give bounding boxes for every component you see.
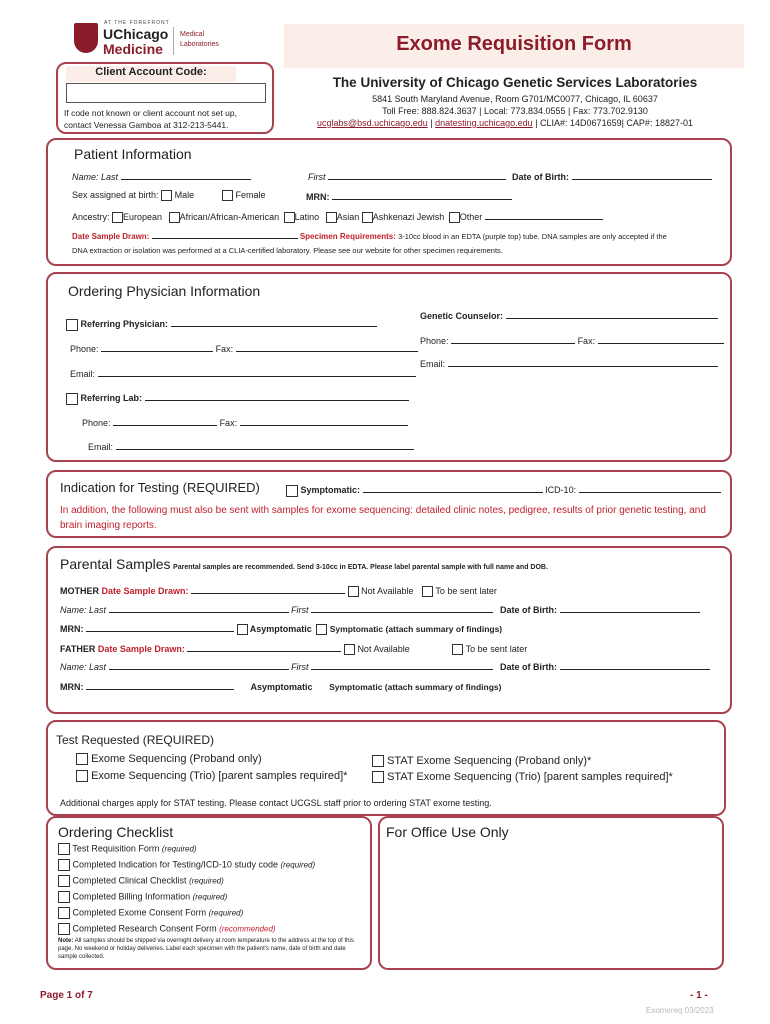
symptomatic-label: Symptomatic: [300,485,361,495]
father-dob-field[interactable] [560,660,710,670]
father-first-label: First [291,662,309,672]
client-note-2: contact Venessa Gamboa at 312-213-5441. [64,120,229,130]
exome-proband-checkbox[interactable] [76,753,88,765]
mother-asymptomatic-label: Asymptomatic [249,624,312,634]
ancestry-asian-label: Asian [336,212,360,222]
referring-lab-field[interactable] [145,391,409,401]
father-send-later-checkbox[interactable] [452,644,463,655]
mother-send-later-label: To be sent later [435,586,497,596]
checklist-item-label: Completed Clinical Checklist [72,875,187,886]
checklist-item-tag: (required) [280,860,316,870]
lab-phone-label: Phone: [82,418,111,428]
counselor-field[interactable] [506,309,718,319]
patient-mrn-label: MRN: [306,192,330,202]
mother-send-later-checkbox[interactable] [422,586,433,597]
physician-fax-field[interactable] [236,342,418,352]
tests-note: Additional charges apply for STAT testing. Please contact UCGSL staff prior to ordering STAT exome testing. [60,798,492,808]
stat-trio-checkbox[interactable] [372,771,384,783]
mother-not-available-checkbox[interactable] [348,586,359,597]
indication-note: In addition, the following must also be sent with samples for exome sequencing: detailed clinic notes, pedigree, results of prior genetic testing, and brain imaging reports. [60,505,706,531]
mother-label: MOTHER [60,586,99,596]
lab-phone-field[interactable] [113,416,217,426]
symptomatic-field[interactable] [363,483,543,493]
ancestry-other-label: Other [459,212,483,222]
mother-first-label: First [291,605,309,615]
stat-proband-label: STAT Exome Sequencing (Proband only)* [387,755,592,767]
ancestry-european-label: European [123,212,163,222]
sex-male-checkbox[interactable] [161,190,172,201]
ancestry-ashkenazi-label: Ashkenazi Jewish [372,212,445,222]
mother-asymptomatic-checkbox[interactable] [237,624,248,635]
indication-title: Indication for Testing (REQUIRED) [60,480,260,495]
ancestry-european-checkbox[interactable] [112,212,123,223]
lab-clia: | CLIA#: 14D0671659| CAP#: 18827-01 [535,118,693,128]
checklist-title: Ordering Checklist [58,824,174,840]
page-number: - 1 - [690,990,708,1001]
office-title: For Office Use Only [386,824,509,840]
checklist-clinical-checkbox[interactable] [58,875,70,887]
client-note-1: If code not known or client account not set up, [64,108,237,118]
symptomatic-checkbox[interactable] [286,485,298,497]
patient-first-label: First [308,172,326,182]
referring-lab-checkbox[interactable] [66,393,78,405]
counselor-phone-label: Phone: [420,336,449,346]
counselor-email-field[interactable] [448,357,718,367]
client-account-input[interactable] [66,83,266,103]
lab-website-link[interactable]: dnatesting.uchicago.edu [435,118,533,128]
father-not-available-label: Not Available [357,644,410,654]
checklist-item-label: Completed Research Consent Form [72,923,217,934]
referring-lab-label: Referring Lab: [80,393,143,403]
lab-fax-field[interactable] [240,416,408,426]
father-date-drawn-label: Date Sample Drawn: [97,644,185,654]
physician-phone-label: Phone: [70,344,99,354]
checklist-indication-checkbox[interactable] [58,859,70,871]
counselor-fax-label: Fax: [577,336,596,346]
checklist-consent-checkbox[interactable] [58,907,70,919]
checklist-requisition-checkbox[interactable] [58,843,70,855]
sample-drawn-field[interactable] [152,229,298,239]
patient-dob-field[interactable] [572,170,712,180]
checklist-item-label: Test Requisition Form [72,843,160,854]
spec-req-text: 3-10cc blood in an EDTA (purple top) tube. DNA samples are only accepted if the [398,232,667,241]
sample-drawn-label: Date Sample Drawn: [72,232,150,241]
counselor-phone-field[interactable] [451,334,575,344]
logo-sub: Medical Laboratories [180,31,219,48]
father-label: FATHER [60,644,96,654]
spec-req-label: Specimen Requirements: [299,232,396,241]
icd-field[interactable] [579,483,721,493]
ancestry-other-checkbox[interactable] [449,212,460,223]
checklist-research-checkbox[interactable] [58,923,70,935]
patient-mrn-field[interactable] [332,190,512,200]
logo-tagline: AT THE FOREFRONT [104,20,170,26]
father-last-name-field[interactable] [109,660,289,670]
page-indicator: Page 1 of 7 [40,990,93,1001]
physician-phone-field[interactable] [101,342,213,352]
sex-label: Sex assigned at birth: [72,190,159,200]
checklist-note: All samples should be shipped via overnight delivery at room temperature to the address at the top of this page. No weekend or holiday deliveries. Label each specimen with the patient's name, date of birth and date sample collected. [58,938,354,960]
checklist-billing-checkbox[interactable] [58,891,70,903]
counselor-email-label: Email: [420,359,446,369]
stat-trio-label: STAT Exome Sequencing (Trio) [parent samples required]* [387,771,673,783]
form-code: Exomereq 03/2023 [646,1006,714,1015]
checklist-item-tag: (required) [189,876,224,886]
logo-name-2: Medicine [103,41,163,57]
referring-physician-checkbox[interactable] [66,319,78,331]
counselor-fax-field[interactable] [598,334,724,344]
checklist-item-tag: (required) [208,908,244,918]
exome-proband-label: Exome Sequencing (Proband only) [91,753,262,765]
form-title: Exome Requisition Form [396,33,632,55]
sex-female-label: Female [235,190,266,200]
checklist-note-label: Note: [58,938,74,944]
patient-dob-label: Date of Birth: [512,172,569,182]
father-mrn-field[interactable] [86,680,234,690]
tests-title: Test Requested (REQUIRED) [56,733,215,747]
sex-female-checkbox[interactable] [222,190,233,201]
icd-label: ICD-10: [545,485,577,495]
client-account-label: Client Account Code: [95,66,207,78]
lab-email-field[interactable] [116,440,414,450]
ancestry-latino-label: Latino [294,212,320,222]
logo-name-1: UChicago [103,26,169,42]
lab-name: The University of Chicago Genetic Services Laboratories [332,75,698,90]
checklist-item-label: Completed Exome Consent Form [72,907,207,918]
mother-symptomatic-checkbox[interactable] [316,624,327,635]
stat-proband-checkbox[interactable] [372,755,384,767]
parental-title: Parental Samples [60,556,171,572]
mother-last-name-field[interactable] [109,603,289,613]
mother-dob-label: Date of Birth: [500,605,557,615]
father-date-drawn-field[interactable] [187,642,341,652]
mother-dob-field[interactable] [560,603,700,613]
mother-date-drawn-field[interactable] [191,584,345,594]
mother-mrn-field[interactable] [86,622,234,632]
checklist-item-label: Completed Billing Information [72,891,191,902]
mother-not-available-label: Not Available [361,586,414,596]
exome-trio-checkbox[interactable] [76,770,88,782]
ancestry-latino-checkbox[interactable] [284,212,295,223]
checklist-item-label: Completed Indication for Testing/ICD-10 study code [72,859,278,870]
mother-date-drawn-label: Date Sample Drawn: [101,586,189,596]
lab-phones: Toll Free: 888.824.3637 | Local: 773.834.0555 | Fax: 773.702.9130 [382,106,648,116]
logo [74,20,254,62]
mother-name-label: Name: Last [60,605,107,615]
physician-fax-label: Fax: [215,344,234,354]
father-symptomatic-label: Symptomatic (attach summary of findings) [329,682,502,692]
father-mrn-label: MRN: [60,682,84,692]
lab-email-link[interactable]: ucglabs@bsd.uchicago.edu [317,118,428,128]
ancestry-african-label: African/African-American [179,212,280,222]
physician-email-label: Email: [70,369,96,379]
patient-first-name-field[interactable] [328,170,506,180]
ancestry-other-field[interactable] [485,210,603,220]
referring-physician-label: Referring Physician: [80,319,169,329]
lab-email-label: Email: [88,442,114,452]
lab-fax-label: Fax: [219,418,238,428]
parental-note: Parental samples are recommended. Send 3-10cc in EDTA. Please label parental sample with full name and DOB. [173,564,548,571]
checklist-item-tag: (required) [192,892,228,902]
patient-name-label: Name: Last [72,172,119,182]
father-asymptomatic-label: Asymptomatic [250,682,313,692]
father-dob-label: Date of Birth: [500,662,557,672]
mother-first-name-field[interactable] [311,603,493,613]
father-name-label: Name: Last [60,662,107,672]
ancestry-african-checkbox[interactable] [169,212,180,223]
sex-male-label: Male [174,190,195,200]
father-first-name-field[interactable] [311,660,493,670]
exome-trio-label: Exome Sequencing (Trio) [parent samples required]* [91,770,348,782]
checklist-item-tag: (required) [161,844,197,854]
father-not-available-checkbox[interactable] [344,644,355,655]
ancestry-ashkenazi-checkbox[interactable] [362,212,373,223]
patient-last-name-field[interactable] [121,170,251,180]
patient-title: Patient Information [74,146,192,162]
spec-req-text-2: DNA extraction or isolation was performed at a CLIA-certified laboratory. Please see our website for other specimen requirements. [72,246,503,255]
lab-address: 5841 South Maryland Avenue, Room G701/MC0077, Chicago, IL 60637 [372,94,658,104]
counselor-label: Genetic Counselor: [420,311,504,321]
shield-icon [74,23,98,53]
physician-title: Ordering Physician Information [68,283,261,299]
mother-mrn-label: MRN: [60,624,84,634]
father-send-later-label: To be sent later [465,644,528,654]
physician-email-field[interactable] [98,367,416,377]
mother-symptomatic-label: Symptomatic (attach summary of findings) [329,624,503,634]
ancestry-asian-checkbox[interactable] [326,212,337,223]
ancestry-label: Ancestry: [72,212,110,222]
checklist-item-tag: (recommended) [219,924,276,934]
referring-physician-field[interactable] [171,317,377,327]
